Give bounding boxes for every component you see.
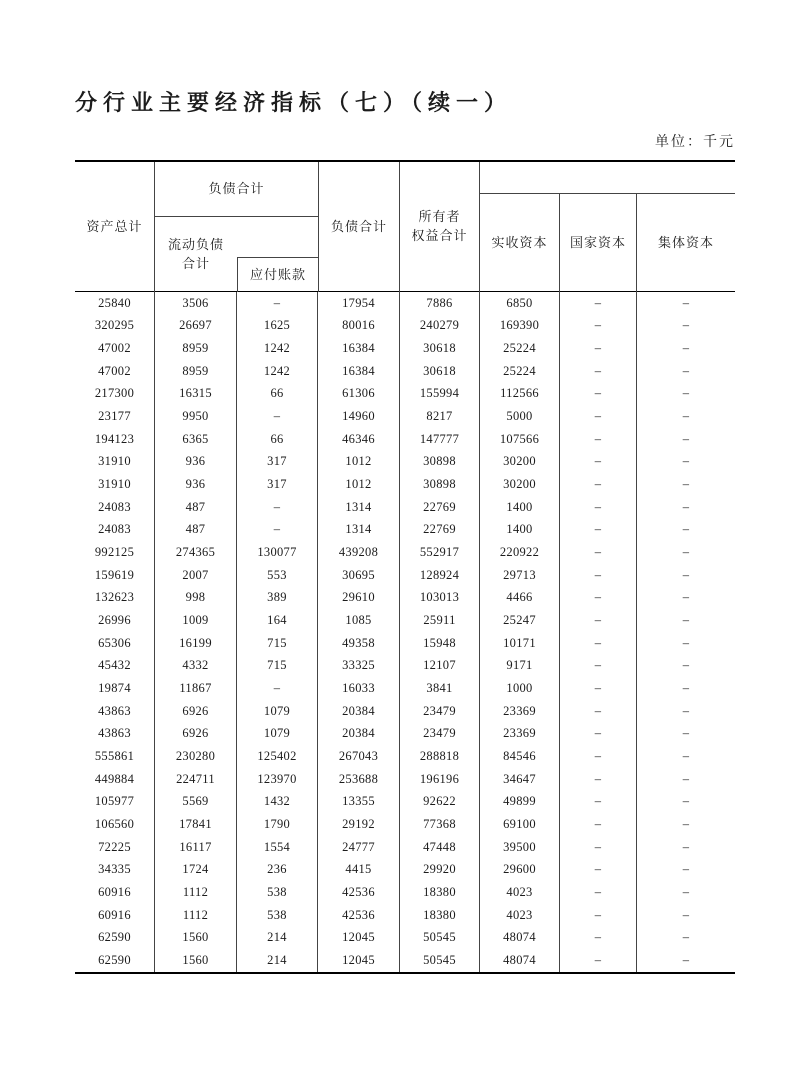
cell: – — [682, 771, 690, 786]
cell: 23479 — [400, 722, 480, 745]
header-liabilities-group: 负债合计 — [155, 162, 318, 217]
table-row — [75, 632, 735, 655]
cell: 1432 — [237, 790, 318, 813]
cell: 48074 — [480, 926, 560, 949]
cell: 1242 — [237, 337, 318, 360]
cell: 16117 — [155, 836, 237, 859]
cell: 1009 — [155, 609, 237, 632]
cell: – — [560, 768, 637, 791]
cell: 24083 — [75, 519, 155, 542]
cell: 60916 — [75, 904, 155, 927]
table-row — [75, 541, 735, 564]
cell: 23479 — [400, 700, 480, 723]
cell: 8217 — [400, 405, 480, 428]
table-row — [75, 473, 735, 496]
cell: 6926 — [155, 700, 237, 723]
cell: 1085 — [318, 609, 400, 632]
cell: 14960 — [318, 405, 400, 428]
cell: 112566 — [480, 383, 560, 406]
cell: – — [560, 337, 637, 360]
cell: – — [560, 473, 637, 496]
cell: 1400 — [480, 496, 560, 519]
table-row — [75, 360, 735, 383]
cell: – — [560, 292, 637, 315]
cell: 6365 — [155, 428, 237, 451]
cell: 50545 — [400, 949, 480, 972]
cell: 317 — [237, 473, 318, 496]
table-row — [75, 904, 735, 927]
cell: 25247 — [480, 609, 560, 632]
cell: 19874 — [75, 677, 155, 700]
table-row — [75, 677, 735, 700]
table-row — [75, 609, 735, 632]
cell: 49358 — [318, 632, 400, 655]
cell: – — [560, 949, 637, 972]
cell: – — [560, 813, 637, 836]
header-owners-equity: 所有者 权益合计 — [400, 162, 480, 292]
cell: 26697 — [155, 315, 237, 338]
cell: 3841 — [400, 677, 480, 700]
cell: 555861 — [75, 745, 155, 768]
cell: 1560 — [155, 926, 237, 949]
cell: – — [237, 292, 318, 315]
table-row — [75, 655, 735, 678]
cell: – — [560, 677, 637, 700]
cell: – — [682, 748, 690, 763]
header-accounts-payable: 应付账款 — [237, 257, 318, 292]
cell: 34335 — [75, 858, 155, 881]
cell: 4415 — [318, 858, 400, 881]
page-title: 分行业主要经济指标（七）（续一） — [75, 90, 513, 115]
cell: 26996 — [75, 609, 155, 632]
cell: 16384 — [318, 360, 400, 383]
cell: 24777 — [318, 836, 400, 859]
cell: 45432 — [75, 655, 155, 678]
cell: 288818 — [400, 745, 480, 768]
cell: – — [560, 881, 637, 904]
cell: 84546 — [480, 745, 560, 768]
table-row — [75, 881, 735, 904]
cell: – — [682, 567, 690, 582]
cell: 29600 — [480, 858, 560, 881]
cell: 5000 — [480, 405, 560, 428]
cell: 18380 — [400, 881, 480, 904]
cell: 9950 — [155, 405, 237, 428]
cell: 92622 — [400, 790, 480, 813]
table-row — [75, 926, 735, 949]
table-row — [75, 292, 735, 315]
cell: 10171 — [480, 632, 560, 655]
cell: 4332 — [155, 655, 237, 678]
cell: – — [682, 545, 690, 560]
cell: 72225 — [75, 836, 155, 859]
cell: 715 — [237, 632, 318, 655]
cell: 1079 — [237, 700, 318, 723]
cell: 34647 — [480, 768, 560, 791]
table-row — [75, 700, 735, 723]
cell: 17954 — [318, 292, 400, 315]
cell: – — [682, 726, 690, 741]
cell: 1554 — [237, 836, 318, 859]
cell: 43863 — [75, 700, 155, 723]
cell: 25224 — [480, 360, 560, 383]
cell: 487 — [155, 519, 237, 542]
cell: 31910 — [75, 451, 155, 474]
cell: 62590 — [75, 949, 155, 972]
cell: – — [237, 519, 318, 542]
cell: 43863 — [75, 722, 155, 745]
cell: 1625 — [237, 315, 318, 338]
cell: 30695 — [318, 564, 400, 587]
cell: 65306 — [75, 632, 155, 655]
cell: 2007 — [155, 564, 237, 587]
cell: – — [560, 360, 637, 383]
cell: 936 — [155, 473, 237, 496]
cell: 8959 — [155, 337, 237, 360]
cell: – — [682, 862, 690, 877]
cell: 20384 — [318, 700, 400, 723]
cell: 214 — [237, 949, 318, 972]
cell: – — [682, 930, 690, 945]
cell: – — [560, 496, 637, 519]
cell: 20384 — [318, 722, 400, 745]
cell: 4466 — [480, 587, 560, 610]
cell: 1012 — [318, 473, 400, 496]
cell: – — [560, 428, 637, 451]
cell: 66 — [237, 383, 318, 406]
cell: 29713 — [480, 564, 560, 587]
cell: 4023 — [480, 904, 560, 927]
table-row — [75, 587, 735, 610]
cell: – — [560, 858, 637, 881]
header-liabilities-total: 负债合计 — [318, 162, 400, 292]
table-row — [75, 337, 735, 360]
cell: 48074 — [480, 949, 560, 972]
cell: – — [682, 658, 690, 673]
cell: – — [560, 745, 637, 768]
cell: – — [682, 794, 690, 809]
cell: – — [560, 722, 637, 745]
cell: 106560 — [75, 813, 155, 836]
cell: 992125 — [75, 541, 155, 564]
cell: 80016 — [318, 315, 400, 338]
header-collective-capital: 集体资本 — [657, 234, 714, 250]
cell: 1079 — [237, 722, 318, 745]
cell: 538 — [237, 881, 318, 904]
cell: – — [560, 587, 637, 610]
cell: 936 — [155, 451, 237, 474]
table-row — [75, 405, 735, 428]
cell: – — [682, 635, 690, 650]
cell: 8959 — [155, 360, 237, 383]
cell: 169390 — [480, 315, 560, 338]
table-row — [75, 315, 735, 338]
cell: – — [560, 836, 637, 859]
cell: – — [682, 409, 690, 424]
table-row — [75, 745, 735, 768]
cell: – — [237, 677, 318, 700]
cell: 125402 — [237, 745, 318, 768]
cell: – — [682, 907, 690, 922]
cell: 449884 — [75, 768, 155, 791]
cell: 236 — [237, 858, 318, 881]
cell: 439208 — [318, 541, 400, 564]
cell: – — [560, 315, 637, 338]
cell: 4023 — [480, 881, 560, 904]
cell: – — [560, 609, 637, 632]
cell: 130077 — [237, 541, 318, 564]
cell: 132623 — [75, 587, 155, 610]
cell: 15948 — [400, 632, 480, 655]
cell: 317 — [237, 451, 318, 474]
cell: 214 — [237, 926, 318, 949]
cell: – — [682, 341, 690, 356]
cell: 12045 — [318, 926, 400, 949]
cell: 1242 — [237, 360, 318, 383]
cell: 320295 — [75, 315, 155, 338]
cell: – — [560, 904, 637, 927]
cell: 39500 — [480, 836, 560, 859]
header-capital-band — [480, 162, 735, 194]
table-row — [75, 722, 735, 745]
cell: – — [682, 952, 690, 967]
cell: 29920 — [400, 858, 480, 881]
unit-label: 单位：千元 — [655, 135, 735, 150]
cell: 17841 — [155, 813, 237, 836]
cell: 6926 — [155, 722, 237, 745]
table-row — [75, 451, 735, 474]
cell: 1314 — [318, 496, 400, 519]
cell: 23369 — [480, 700, 560, 723]
cell: 196196 — [400, 768, 480, 791]
cell: 47002 — [75, 360, 155, 383]
cell: – — [682, 839, 690, 854]
cell: 389 — [237, 587, 318, 610]
cell: – — [682, 295, 690, 310]
cell: – — [682, 499, 690, 514]
cell: – — [237, 496, 318, 519]
cell: 60916 — [75, 881, 155, 904]
table-row — [75, 496, 735, 519]
cell: 30898 — [400, 451, 480, 474]
cell: 50545 — [400, 926, 480, 949]
cell: 42536 — [318, 904, 400, 927]
cell: 23369 — [480, 722, 560, 745]
cell: 16384 — [318, 337, 400, 360]
cell: – — [682, 363, 690, 378]
cell: 538 — [237, 904, 318, 927]
cell: 66 — [237, 428, 318, 451]
table-row — [75, 858, 735, 881]
cell: – — [682, 522, 690, 537]
cell: 16199 — [155, 632, 237, 655]
cell: 230280 — [155, 745, 237, 768]
cell: 487 — [155, 496, 237, 519]
cell: 552917 — [400, 541, 480, 564]
cell: 25911 — [400, 609, 480, 632]
cell: – — [560, 790, 637, 813]
cell: 18380 — [400, 904, 480, 927]
cell: 147777 — [400, 428, 480, 451]
table-header — [75, 162, 735, 292]
cell: 194123 — [75, 428, 155, 451]
cell: 30898 — [400, 473, 480, 496]
data-table — [75, 160, 735, 974]
cell: 6850 — [480, 292, 560, 315]
table-row — [75, 836, 735, 859]
table-row — [75, 768, 735, 791]
cell: – — [560, 541, 637, 564]
cell: 1560 — [155, 949, 237, 972]
header-assets-total: 资产总计 — [75, 162, 155, 292]
cell: 553 — [237, 564, 318, 587]
cell: 47002 — [75, 337, 155, 360]
cell: 103013 — [400, 587, 480, 610]
cell: – — [237, 405, 318, 428]
cell: – — [560, 700, 637, 723]
cell: 715 — [237, 655, 318, 678]
cell: 16033 — [318, 677, 400, 700]
cell: – — [560, 632, 637, 655]
cell: – — [682, 884, 690, 899]
cell: 16315 — [155, 383, 237, 406]
cell: – — [682, 590, 690, 605]
header-paid-in-capital: 实收资本 — [480, 194, 560, 292]
cell: 29192 — [318, 813, 400, 836]
cell: 24083 — [75, 496, 155, 519]
cell: 30618 — [400, 360, 480, 383]
cell: – — [560, 519, 637, 542]
cell: 1000 — [480, 677, 560, 700]
cell: 220922 — [480, 541, 560, 564]
cell: 69100 — [480, 813, 560, 836]
cell: – — [560, 451, 637, 474]
table-row — [75, 790, 735, 813]
cell: 22769 — [400, 496, 480, 519]
cell: 1400 — [480, 519, 560, 542]
cell: 217300 — [75, 383, 155, 406]
cell: 42536 — [318, 881, 400, 904]
cell: 12107 — [400, 655, 480, 678]
header-state-capital: 国家资本 — [560, 194, 637, 292]
table-row — [75, 813, 735, 836]
cell: 1724 — [155, 858, 237, 881]
cell: 998 — [155, 587, 237, 610]
cell: – — [682, 816, 690, 831]
cell: 30200 — [480, 473, 560, 496]
cell: – — [682, 680, 690, 695]
cell: 105977 — [75, 790, 155, 813]
cell: 30618 — [400, 337, 480, 360]
cell: 31910 — [75, 473, 155, 496]
cell: – — [560, 405, 637, 428]
cell: – — [682, 386, 690, 401]
cell: 25840 — [75, 292, 155, 315]
cell: 7886 — [400, 292, 480, 315]
cell: 12045 — [318, 949, 400, 972]
table-row — [75, 428, 735, 451]
cell: 224711 — [155, 768, 237, 791]
cell: 3506 — [155, 292, 237, 315]
cell: 123970 — [237, 768, 318, 791]
cell: 25224 — [480, 337, 560, 360]
cell: – — [682, 613, 690, 628]
header-current-liabilities: 流动负债 合计 — [167, 236, 224, 271]
cell: 267043 — [318, 745, 400, 768]
cell: 274365 — [155, 541, 237, 564]
cell: – — [560, 926, 637, 949]
cell: 1790 — [237, 813, 318, 836]
cell: – — [682, 318, 690, 333]
cell: 128924 — [400, 564, 480, 587]
cell: 77368 — [400, 813, 480, 836]
cell: 62590 — [75, 926, 155, 949]
cell: 33325 — [318, 655, 400, 678]
cell: 9171 — [480, 655, 560, 678]
table-row — [75, 949, 735, 972]
cell: 22769 — [400, 519, 480, 542]
cell: 47448 — [400, 836, 480, 859]
cell: 46346 — [318, 428, 400, 451]
cell: 61306 — [318, 383, 400, 406]
cell: 23177 — [75, 405, 155, 428]
cell: 240279 — [400, 315, 480, 338]
cell: – — [682, 454, 690, 469]
table-row — [75, 519, 735, 542]
cell: 5569 — [155, 790, 237, 813]
cell: 11867 — [155, 677, 237, 700]
cell: 164 — [237, 609, 318, 632]
cell: – — [560, 564, 637, 587]
cell: 13355 — [318, 790, 400, 813]
table-body — [75, 292, 735, 972]
cell: – — [682, 477, 690, 492]
cell: – — [682, 703, 690, 718]
cell: 29610 — [318, 587, 400, 610]
cell: 1112 — [155, 881, 237, 904]
cell: 49899 — [480, 790, 560, 813]
cell: – — [560, 383, 637, 406]
cell: 155994 — [400, 383, 480, 406]
cell: – — [560, 655, 637, 678]
cell: 1314 — [318, 519, 400, 542]
cell: 253688 — [318, 768, 400, 791]
cell: 1012 — [318, 451, 400, 474]
cell: 107566 — [480, 428, 560, 451]
cell: 30200 — [480, 451, 560, 474]
table-row — [75, 383, 735, 406]
cell: 1112 — [155, 904, 237, 927]
table-row — [75, 564, 735, 587]
cell: – — [682, 431, 690, 446]
cell: 159619 — [75, 564, 155, 587]
